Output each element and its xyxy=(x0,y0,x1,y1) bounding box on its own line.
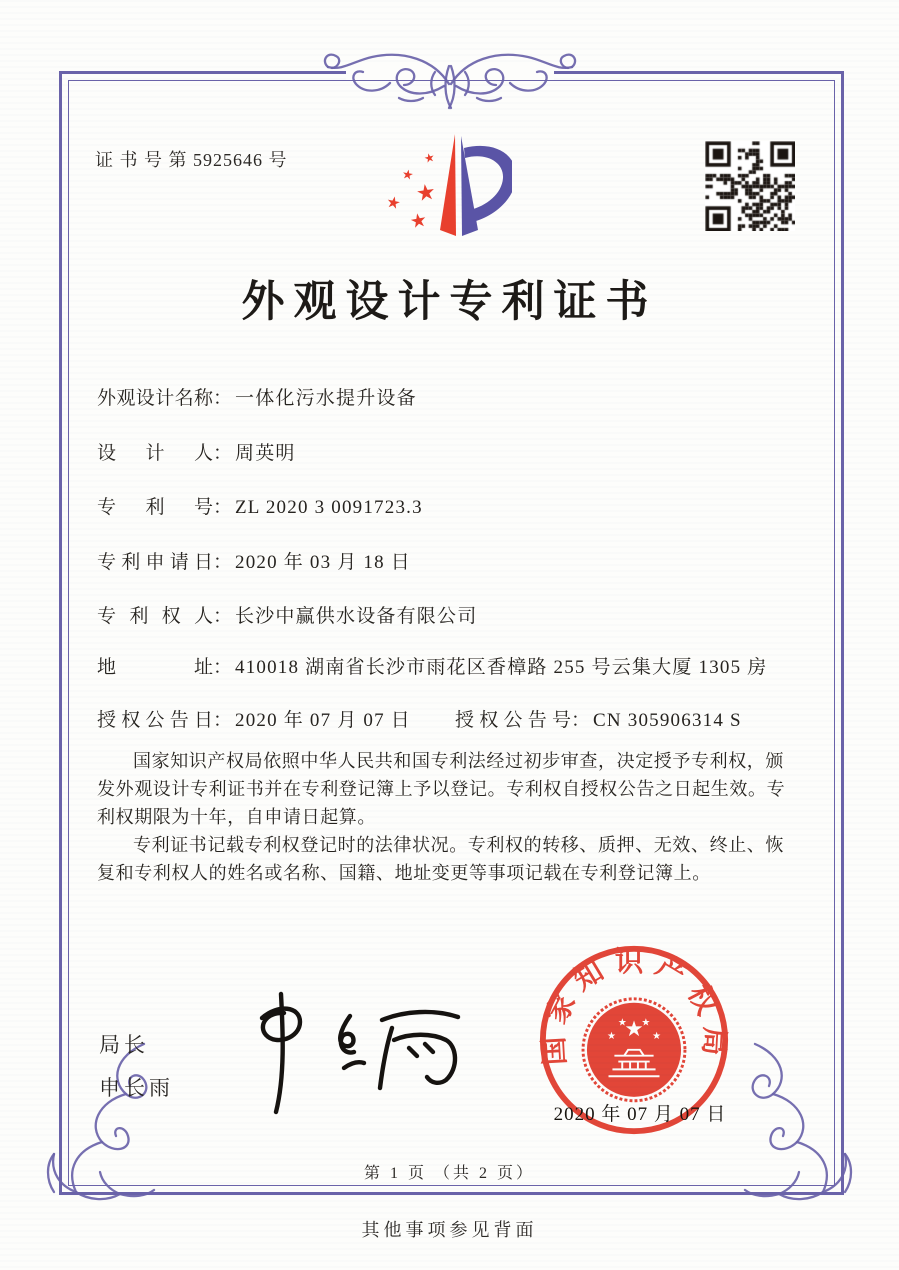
field-row-designer xyxy=(97,438,296,465)
field-value: CN 305906314 S xyxy=(593,710,742,731)
field-label: 专利权人 xyxy=(97,606,213,627)
certificate-title: 外观设计专利证书 xyxy=(241,279,658,326)
field-label: 地址 xyxy=(97,657,213,678)
field-row-design-name xyxy=(97,383,417,410)
svg-text:★: ★ xyxy=(641,1017,651,1029)
field-label: 外观设计名称 xyxy=(97,388,213,409)
field-colon: ： xyxy=(213,497,233,518)
field-value: 2020 年 07 月 07 日 xyxy=(235,710,411,731)
logo-star-icon: ★ xyxy=(414,178,438,207)
director-title: 局长 xyxy=(99,1034,149,1057)
field-label: 专利号 xyxy=(97,497,213,518)
body-paragraph: 专利证书记载专利权登记时的法律状况。专利权的转移、质押、无效、终止、恢复和专利权人的姓名或名称、国籍、地址变更等事项记载在专利登记簿上。 xyxy=(97,835,784,883)
field-colon: ： xyxy=(213,552,233,573)
director-name: 申长雨 xyxy=(99,1077,174,1100)
statutory-text xyxy=(97,747,799,887)
field-label: 授权公告号 xyxy=(455,710,571,731)
field-colon: ： xyxy=(213,443,233,464)
svg-text:★: ★ xyxy=(607,1031,616,1043)
field-colon: ： xyxy=(571,710,591,731)
seal-date: 2020 年 07 月 07 日 xyxy=(553,1104,727,1125)
field-colon: ： xyxy=(213,388,233,409)
field-row-address xyxy=(97,652,767,679)
certificate-number: 证 书 号 第 5925646 号 xyxy=(95,150,288,170)
national-emblem-icon xyxy=(583,999,685,1101)
field-row-grant-date xyxy=(97,705,742,732)
field-value: 长沙中赢供水设备有限公司 xyxy=(235,606,478,627)
logo-star-icon: ★ xyxy=(408,209,429,234)
logo-red-wedge xyxy=(440,134,456,236)
svg-text:★: ★ xyxy=(624,1017,644,1042)
field-colon: ： xyxy=(213,657,233,678)
field-label: 授权公告日 xyxy=(97,710,213,731)
logo-star-icon: ★ xyxy=(400,166,415,183)
field-value: ZL 2020 3 0091723.3 xyxy=(235,497,423,518)
logo-p-bowl xyxy=(464,146,512,222)
page-indicator: 第 1 页 （共 2 页） xyxy=(363,1165,535,1182)
svg-text:★: ★ xyxy=(652,1031,661,1043)
field-value: 2020 年 03 月 18 日 xyxy=(235,552,411,573)
body-paragraph: 国家知识产权局依照中华人民共和国专利法经过初步审查，决定授予专利权，颁发外观设计专利证书并在专利登记簿上予以登记。专利权自授权公告之日起生效。专利权期限为十年，自申请日起算。 xyxy=(97,751,786,827)
field-row-filing-date xyxy=(97,547,411,574)
field-row-patent-number xyxy=(97,492,423,519)
director-signature-icon xyxy=(232,982,478,1122)
field-colon: ： xyxy=(213,606,233,627)
field-value: 410018 湖南省长沙市雨花区香樟路 255 号云集大厦 1305 房 xyxy=(235,657,768,678)
field-value: 周英明 xyxy=(235,443,296,464)
back-side-note: 其他事项参见背面 xyxy=(361,1220,538,1240)
top-dragon-ornament-icon xyxy=(320,38,580,118)
field-row-patentee xyxy=(97,601,477,628)
cnipa-logo-icon xyxy=(372,126,512,244)
field-grant-publication-number xyxy=(455,705,742,732)
field-colon: ： xyxy=(213,710,233,731)
seal-arc-text: 国家知识产权局 xyxy=(538,947,730,1067)
logo-star-icon: ★ xyxy=(384,193,403,214)
qr-code xyxy=(705,141,795,231)
field-label: 专利申请日 xyxy=(97,552,213,573)
svg-text:★: ★ xyxy=(617,1017,627,1029)
logo-star-icon: ★ xyxy=(422,149,437,167)
field-label: 设计人 xyxy=(97,443,213,464)
field-value: 一体化污水提升设备 xyxy=(235,388,417,409)
